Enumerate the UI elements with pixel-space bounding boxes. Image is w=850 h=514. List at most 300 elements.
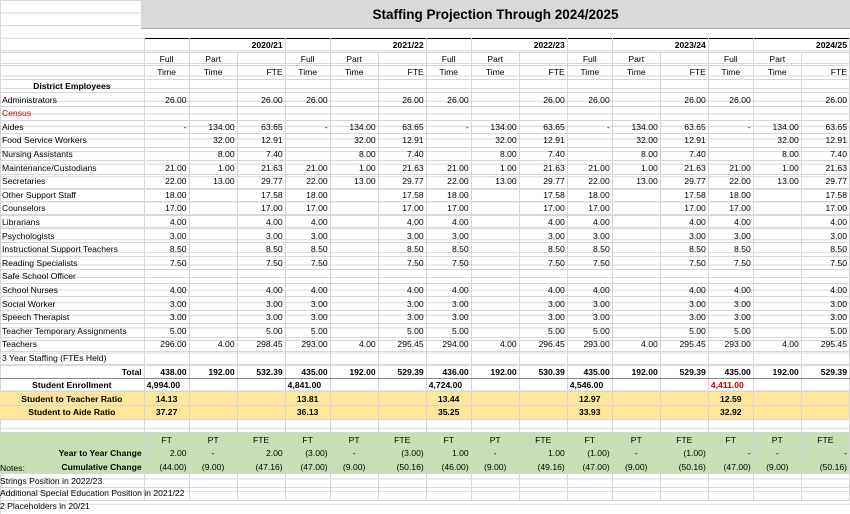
- empty-cell[interactable]: [519, 378, 567, 392]
- empty-cell[interactable]: [471, 378, 519, 392]
- row-label[interactable]: Other Support Staff: [0, 188, 144, 202]
- value-cell[interactable]: 295.45: [660, 338, 708, 352]
- total-label[interactable]: Total: [0, 365, 144, 379]
- value-cell[interactable]: [426, 351, 471, 365]
- empty-cell[interactable]: [426, 79, 471, 93]
- empty-cell[interactable]: [801, 487, 849, 501]
- value-cell[interactable]: 17.00: [519, 202, 567, 216]
- empty-cell[interactable]: [471, 406, 519, 420]
- value-cell[interactable]: [660, 351, 708, 365]
- value-cell[interactable]: 3.00: [378, 297, 426, 311]
- value-cell[interactable]: 3.00: [567, 310, 612, 324]
- column-header[interactable]: Full: [567, 52, 612, 66]
- column-header[interactable]: Time: [189, 66, 237, 80]
- value-cell[interactable]: [426, 106, 471, 120]
- value-cell[interactable]: [285, 106, 330, 120]
- value-cell[interactable]: [753, 256, 801, 270]
- value-cell[interactable]: 134.00: [612, 120, 660, 134]
- value-cell[interactable]: 17.58: [237, 188, 285, 202]
- value-cell[interactable]: [753, 351, 801, 365]
- value-cell[interactable]: 21.63: [237, 161, 285, 175]
- value-cell[interactable]: 21.00: [144, 161, 189, 175]
- empty-cell[interactable]: [801, 378, 849, 392]
- empty-cell[interactable]: [330, 392, 378, 406]
- empty-cell[interactable]: [471, 79, 519, 93]
- blank-cell[interactable]: [0, 66, 144, 80]
- value-cell[interactable]: [708, 351, 753, 365]
- total-value[interactable]: 192.00: [189, 365, 237, 379]
- cumulative-change-value[interactable]: (50.16): [660, 460, 708, 474]
- empty-cell[interactable]: [753, 474, 801, 488]
- value-cell[interactable]: 3.00: [660, 297, 708, 311]
- total-value[interactable]: 192.00: [471, 365, 519, 379]
- value-cell[interactable]: [753, 106, 801, 120]
- value-cell[interactable]: [753, 310, 801, 324]
- value-cell[interactable]: 29.77: [660, 174, 708, 188]
- value-cell[interactable]: [285, 147, 330, 161]
- change-header[interactable]: PT: [612, 433, 660, 447]
- empty-cell[interactable]: [753, 487, 801, 501]
- value-cell[interactable]: [612, 202, 660, 216]
- empty-cell[interactable]: [144, 419, 189, 433]
- value-cell[interactable]: 8.00: [471, 147, 519, 161]
- value-cell[interactable]: 4.00: [567, 215, 612, 229]
- value-cell[interactable]: 3.00: [237, 297, 285, 311]
- enrollment-value[interactable]: 4,994.00: [144, 378, 189, 392]
- empty-cell[interactable]: [330, 474, 378, 488]
- empty-cell[interactable]: [285, 79, 330, 93]
- value-cell[interactable]: [189, 188, 237, 202]
- empty-cell[interactable]: [426, 474, 471, 488]
- column-header[interactable]: Part: [612, 52, 660, 66]
- empty-cell[interactable]: [144, 79, 189, 93]
- row-label[interactable]: Speech Therapist: [0, 310, 144, 324]
- empty-cell[interactable]: [519, 474, 567, 488]
- aide-ratio-label[interactable]: Student to Aide Ratio: [0, 406, 144, 420]
- value-cell[interactable]: 29.77: [237, 174, 285, 188]
- value-cell[interactable]: 293.00: [708, 338, 753, 352]
- empty-cell[interactable]: [708, 79, 753, 93]
- value-cell[interactable]: [471, 256, 519, 270]
- value-cell[interactable]: [567, 106, 612, 120]
- value-cell[interactable]: [612, 351, 660, 365]
- empty-cell[interactable]: [189, 392, 237, 406]
- value-cell[interactable]: [285, 270, 330, 284]
- value-cell[interactable]: 4.00: [285, 283, 330, 297]
- value-cell[interactable]: [189, 297, 237, 311]
- value-cell[interactable]: 3.00: [144, 310, 189, 324]
- year-to-year-change-value[interactable]: -: [801, 446, 849, 460]
- change-header[interactable]: PT: [330, 433, 378, 447]
- cumulative-change-value[interactable]: (47.16): [237, 460, 285, 474]
- teacher-ratio-value[interactable]: 14.13: [144, 392, 189, 406]
- column-header[interactable]: [237, 52, 285, 66]
- value-cell[interactable]: [189, 270, 237, 284]
- value-cell[interactable]: 5.00: [801, 324, 849, 338]
- value-cell[interactable]: 26.00: [708, 93, 753, 107]
- value-cell[interactable]: [471, 229, 519, 243]
- empty-cell[interactable]: [189, 406, 237, 420]
- value-cell[interactable]: 8.50: [426, 242, 471, 256]
- empty-cell[interactable]: [753, 378, 801, 392]
- empty-cell[interactable]: [519, 392, 567, 406]
- value-cell[interactable]: 3.00: [519, 229, 567, 243]
- value-cell[interactable]: [753, 93, 801, 107]
- value-cell[interactable]: 26.00: [801, 93, 849, 107]
- value-cell[interactable]: 8.50: [708, 242, 753, 256]
- value-cell[interactable]: [471, 93, 519, 107]
- value-cell[interactable]: 7.50: [237, 256, 285, 270]
- change-header[interactable]: FTE: [378, 433, 426, 447]
- value-cell[interactable]: 7.50: [519, 256, 567, 270]
- value-cell[interactable]: [189, 93, 237, 107]
- empty-cell[interactable]: [330, 79, 378, 93]
- value-cell[interactable]: 7.50: [378, 256, 426, 270]
- value-cell[interactable]: -: [426, 120, 471, 134]
- value-cell[interactable]: [189, 242, 237, 256]
- value-cell[interactable]: [567, 134, 612, 148]
- value-cell[interactable]: [378, 106, 426, 120]
- enrollment-value[interactable]: 4,724.00: [426, 378, 471, 392]
- value-cell[interactable]: 17.00: [567, 202, 612, 216]
- empty-cell[interactable]: [471, 487, 519, 501]
- column-header[interactable]: FTE: [237, 66, 285, 80]
- change-header[interactable]: FT: [285, 433, 330, 447]
- value-cell[interactable]: 134.00: [330, 120, 378, 134]
- value-cell[interactable]: 29.77: [378, 174, 426, 188]
- value-cell[interactable]: 3.00: [567, 229, 612, 243]
- value-cell[interactable]: 63.65: [801, 120, 849, 134]
- value-cell[interactable]: 26.00: [237, 93, 285, 107]
- row-label[interactable]: Reading Specialists: [0, 256, 144, 270]
- empty-cell[interactable]: [660, 406, 708, 420]
- value-cell[interactable]: [471, 310, 519, 324]
- value-cell[interactable]: [144, 134, 189, 148]
- value-cell[interactable]: 17.58: [378, 188, 426, 202]
- value-cell[interactable]: 18.00: [285, 188, 330, 202]
- value-cell[interactable]: 293.00: [285, 338, 330, 352]
- value-cell[interactable]: [237, 106, 285, 120]
- value-cell[interactable]: 1.00: [753, 161, 801, 175]
- value-cell[interactable]: 4.00: [612, 338, 660, 352]
- cumulative-change-value[interactable]: (47.00): [567, 460, 612, 474]
- value-cell[interactable]: 29.77: [519, 174, 567, 188]
- value-cell[interactable]: [612, 310, 660, 324]
- value-cell[interactable]: 63.65: [660, 120, 708, 134]
- value-cell[interactable]: [612, 229, 660, 243]
- empty-cell[interactable]: [426, 419, 471, 433]
- value-cell[interactable]: 3.00: [708, 229, 753, 243]
- value-cell[interactable]: [471, 351, 519, 365]
- total-value[interactable]: 529.39: [378, 365, 426, 379]
- value-cell[interactable]: 4.00: [471, 338, 519, 352]
- column-header[interactable]: Time: [567, 66, 612, 80]
- year-header-left[interactable]: [567, 39, 612, 53]
- year-to-year-change-value[interactable]: -: [612, 446, 660, 460]
- column-header[interactable]: FTE: [519, 66, 567, 80]
- empty-cell[interactable]: [285, 419, 330, 433]
- teacher-ratio-label[interactable]: Student to Teacher Ratio: [0, 392, 144, 406]
- value-cell[interactable]: [189, 283, 237, 297]
- value-cell[interactable]: 8.00: [330, 147, 378, 161]
- empty-cell[interactable]: [660, 474, 708, 488]
- value-cell[interactable]: [471, 202, 519, 216]
- value-cell[interactable]: 17.00: [378, 202, 426, 216]
- value-cell[interactable]: 12.91: [801, 134, 849, 148]
- value-cell[interactable]: 21.00: [285, 161, 330, 175]
- empty-cell[interactable]: [426, 487, 471, 501]
- value-cell[interactable]: [471, 106, 519, 120]
- value-cell[interactable]: 7.50: [285, 256, 330, 270]
- total-value[interactable]: 529.39: [801, 365, 849, 379]
- value-cell[interactable]: 32.00: [753, 134, 801, 148]
- row-label[interactable]: Maintenance/Custodians: [0, 161, 144, 175]
- value-cell[interactable]: [471, 215, 519, 229]
- total-value[interactable]: 435.00: [285, 365, 330, 379]
- value-cell[interactable]: [519, 106, 567, 120]
- change-header[interactable]: FTE: [237, 433, 285, 447]
- value-cell[interactable]: 296.00: [144, 338, 189, 352]
- value-cell[interactable]: 17.58: [660, 188, 708, 202]
- value-cell[interactable]: 4.00: [378, 283, 426, 297]
- year-header[interactable]: 2021/22: [330, 39, 426, 53]
- value-cell[interactable]: -: [708, 120, 753, 134]
- empty-cell[interactable]: [801, 419, 849, 433]
- empty-cell[interactable]: [567, 474, 612, 488]
- value-cell[interactable]: 5.00: [144, 324, 189, 338]
- empty-cell[interactable]: [144, 474, 189, 488]
- empty-cell[interactable]: [330, 406, 378, 420]
- year-to-year-change-value[interactable]: 2.00: [144, 446, 189, 460]
- empty-cell[interactable]: [237, 406, 285, 420]
- empty-cell[interactable]: [378, 406, 426, 420]
- value-cell[interactable]: [753, 324, 801, 338]
- value-cell[interactable]: 13.00: [612, 174, 660, 188]
- aide-ratio-value[interactable]: 32.92: [708, 406, 753, 420]
- total-value[interactable]: 436.00: [426, 365, 471, 379]
- value-cell[interactable]: 7.40: [237, 147, 285, 161]
- value-cell[interactable]: 18.00: [567, 188, 612, 202]
- empty-cell[interactable]: [237, 378, 285, 392]
- year-to-year-change-value[interactable]: -: [471, 446, 519, 460]
- year-to-year-change-value[interactable]: (1.00): [660, 446, 708, 460]
- value-cell[interactable]: 17.00: [801, 202, 849, 216]
- empty-cell[interactable]: [189, 487, 237, 501]
- value-cell[interactable]: 5.00: [378, 324, 426, 338]
- column-header[interactable]: [378, 52, 426, 66]
- value-cell[interactable]: 21.00: [426, 161, 471, 175]
- value-cell[interactable]: -: [285, 120, 330, 134]
- empty-cell[interactable]: [612, 378, 660, 392]
- value-cell[interactable]: 3.00: [708, 310, 753, 324]
- value-cell[interactable]: 21.00: [567, 161, 612, 175]
- row-label[interactable]: Administrators: [0, 93, 144, 107]
- empty-cell[interactable]: [660, 419, 708, 433]
- value-cell[interactable]: [753, 188, 801, 202]
- value-cell[interactable]: [753, 202, 801, 216]
- value-cell[interactable]: [189, 229, 237, 243]
- value-cell[interactable]: [189, 202, 237, 216]
- value-cell[interactable]: [330, 283, 378, 297]
- value-cell[interactable]: 7.50: [801, 256, 849, 270]
- value-cell[interactable]: [567, 270, 612, 284]
- value-cell[interactable]: [708, 147, 753, 161]
- value-cell[interactable]: 4.00: [708, 215, 753, 229]
- value-cell[interactable]: 18.00: [426, 188, 471, 202]
- cumulative-change-value[interactable]: (49.16): [519, 460, 567, 474]
- empty-cell[interactable]: [189, 419, 237, 433]
- column-header[interactable]: Time: [330, 66, 378, 80]
- aide-ratio-value[interactable]: 36.13: [285, 406, 330, 420]
- value-cell[interactable]: 8.50: [660, 242, 708, 256]
- value-cell[interactable]: [330, 256, 378, 270]
- value-cell[interactable]: [189, 351, 237, 365]
- value-cell[interactable]: 7.40: [660, 147, 708, 161]
- value-cell[interactable]: 32.00: [330, 134, 378, 148]
- value-cell[interactable]: 4.00: [330, 338, 378, 352]
- value-cell[interactable]: [801, 351, 849, 365]
- change-header[interactable]: PT: [753, 433, 801, 447]
- value-cell[interactable]: 4.00: [426, 215, 471, 229]
- value-cell[interactable]: 4.00: [660, 215, 708, 229]
- year-to-year-change-value[interactable]: 1.00: [519, 446, 567, 460]
- value-cell[interactable]: 4.00: [144, 215, 189, 229]
- value-cell[interactable]: 3.00: [567, 297, 612, 311]
- value-cell[interactable]: 17.00: [708, 202, 753, 216]
- empty-cell[interactable]: [519, 487, 567, 501]
- value-cell[interactable]: 26.00: [144, 93, 189, 107]
- empty-cell[interactable]: [801, 406, 849, 420]
- change-header[interactable]: FT: [708, 433, 753, 447]
- enrollment-label[interactable]: Student Enrollment: [0, 378, 144, 392]
- value-cell[interactable]: 26.00: [660, 93, 708, 107]
- value-cell[interactable]: 63.65: [519, 120, 567, 134]
- value-cell[interactable]: [189, 215, 237, 229]
- value-cell[interactable]: 4.00: [567, 283, 612, 297]
- section-label[interactable]: District Employees: [0, 79, 144, 93]
- value-cell[interactable]: [471, 324, 519, 338]
- value-cell[interactable]: 26.00: [426, 93, 471, 107]
- value-cell[interactable]: 5.00: [660, 324, 708, 338]
- value-cell[interactable]: 3.00: [144, 297, 189, 311]
- value-cell[interactable]: 3.00: [378, 229, 426, 243]
- value-cell[interactable]: 5.00: [519, 324, 567, 338]
- value-cell[interactable]: 4.00: [144, 283, 189, 297]
- year-header-left[interactable]: [144, 39, 189, 53]
- column-header[interactable]: [519, 52, 567, 66]
- year-header[interactable]: 2023/24: [612, 39, 708, 53]
- value-cell[interactable]: 63.65: [378, 120, 426, 134]
- empty-cell[interactable]: [237, 392, 285, 406]
- empty-cell[interactable]: [378, 79, 426, 93]
- value-cell[interactable]: [144, 147, 189, 161]
- value-cell[interactable]: [471, 242, 519, 256]
- year-header-left[interactable]: [285, 39, 330, 53]
- row-label[interactable]: Teachers: [0, 338, 144, 352]
- empty-cell[interactable]: [567, 419, 612, 433]
- cumulative-change-value[interactable]: (9.00): [612, 460, 660, 474]
- value-cell[interactable]: 8.50: [285, 242, 330, 256]
- value-cell[interactable]: [189, 106, 237, 120]
- value-cell[interactable]: [753, 283, 801, 297]
- year-to-year-change-value[interactable]: 2.00: [237, 446, 285, 460]
- total-value[interactable]: 530.39: [519, 365, 567, 379]
- value-cell[interactable]: 3.00: [801, 297, 849, 311]
- value-cell[interactable]: 29.77: [801, 174, 849, 188]
- value-cell[interactable]: 4.00: [378, 215, 426, 229]
- column-header[interactable]: Full: [708, 52, 753, 66]
- column-header[interactable]: Part: [471, 52, 519, 66]
- year-to-year-change-label[interactable]: Year to Year Change: [0, 446, 144, 460]
- empty-cell[interactable]: [471, 474, 519, 488]
- value-cell[interactable]: [237, 270, 285, 284]
- row-label[interactable]: Secretaries: [0, 174, 144, 188]
- value-cell[interactable]: 4.00: [189, 338, 237, 352]
- empty-cell[interactable]: [612, 406, 660, 420]
- value-cell[interactable]: 7.50: [144, 256, 189, 270]
- value-cell[interactable]: 13.00: [471, 174, 519, 188]
- cumulative-change-value[interactable]: (9.00): [189, 460, 237, 474]
- empty-cell[interactable]: [471, 392, 519, 406]
- value-cell[interactable]: 7.50: [708, 256, 753, 270]
- empty-cell[interactable]: [708, 419, 753, 433]
- year-to-year-change-value[interactable]: -: [708, 446, 753, 460]
- value-cell[interactable]: 4.00: [519, 283, 567, 297]
- value-cell[interactable]: [708, 106, 753, 120]
- value-cell[interactable]: [471, 270, 519, 284]
- value-cell[interactable]: [612, 297, 660, 311]
- column-header[interactable]: Time: [753, 66, 801, 80]
- value-cell[interactable]: 3.00: [144, 229, 189, 243]
- column-header[interactable]: Time: [708, 66, 753, 80]
- year-header[interactable]: 2022/23: [471, 39, 567, 53]
- value-cell[interactable]: [330, 310, 378, 324]
- value-cell[interactable]: [753, 229, 801, 243]
- empty-cell[interactable]: [189, 378, 237, 392]
- row-label[interactable]: Safe School Officer: [0, 270, 144, 284]
- year-to-year-change-value[interactable]: -: [189, 446, 237, 460]
- change-header[interactable]: FTE: [519, 433, 567, 447]
- empty-cell[interactable]: [801, 392, 849, 406]
- cumulative-change-value[interactable]: (47.00): [708, 460, 753, 474]
- value-cell[interactable]: [426, 134, 471, 148]
- value-cell[interactable]: 26.00: [378, 93, 426, 107]
- value-cell[interactable]: 4.00: [708, 283, 753, 297]
- value-cell[interactable]: 296.45: [519, 338, 567, 352]
- empty-cell[interactable]: [519, 406, 567, 420]
- row-label[interactable]: Instructional Support Teachers: [0, 242, 144, 256]
- value-cell[interactable]: 4.00: [237, 215, 285, 229]
- value-cell[interactable]: [567, 351, 612, 365]
- value-cell[interactable]: 4.00: [237, 283, 285, 297]
- value-cell[interactable]: -: [144, 120, 189, 134]
- row-label[interactable]: Librarians: [0, 215, 144, 229]
- row-label[interactable]: Counselors: [0, 202, 144, 216]
- empty-cell[interactable]: [237, 474, 285, 488]
- enrollment-value[interactable]: 4,841.00: [285, 378, 330, 392]
- value-cell[interactable]: 17.00: [426, 202, 471, 216]
- value-cell[interactable]: 17.58: [801, 188, 849, 202]
- value-cell[interactable]: 5.00: [285, 324, 330, 338]
- value-cell[interactable]: 7.50: [426, 256, 471, 270]
- value-cell[interactable]: 8.00: [753, 147, 801, 161]
- value-cell[interactable]: [378, 270, 426, 284]
- value-cell[interactable]: [189, 310, 237, 324]
- value-cell[interactable]: 22.00: [708, 174, 753, 188]
- empty-cell[interactable]: [330, 378, 378, 392]
- value-cell[interactable]: 12.91: [237, 134, 285, 148]
- change-header[interactable]: FTE: [660, 433, 708, 447]
